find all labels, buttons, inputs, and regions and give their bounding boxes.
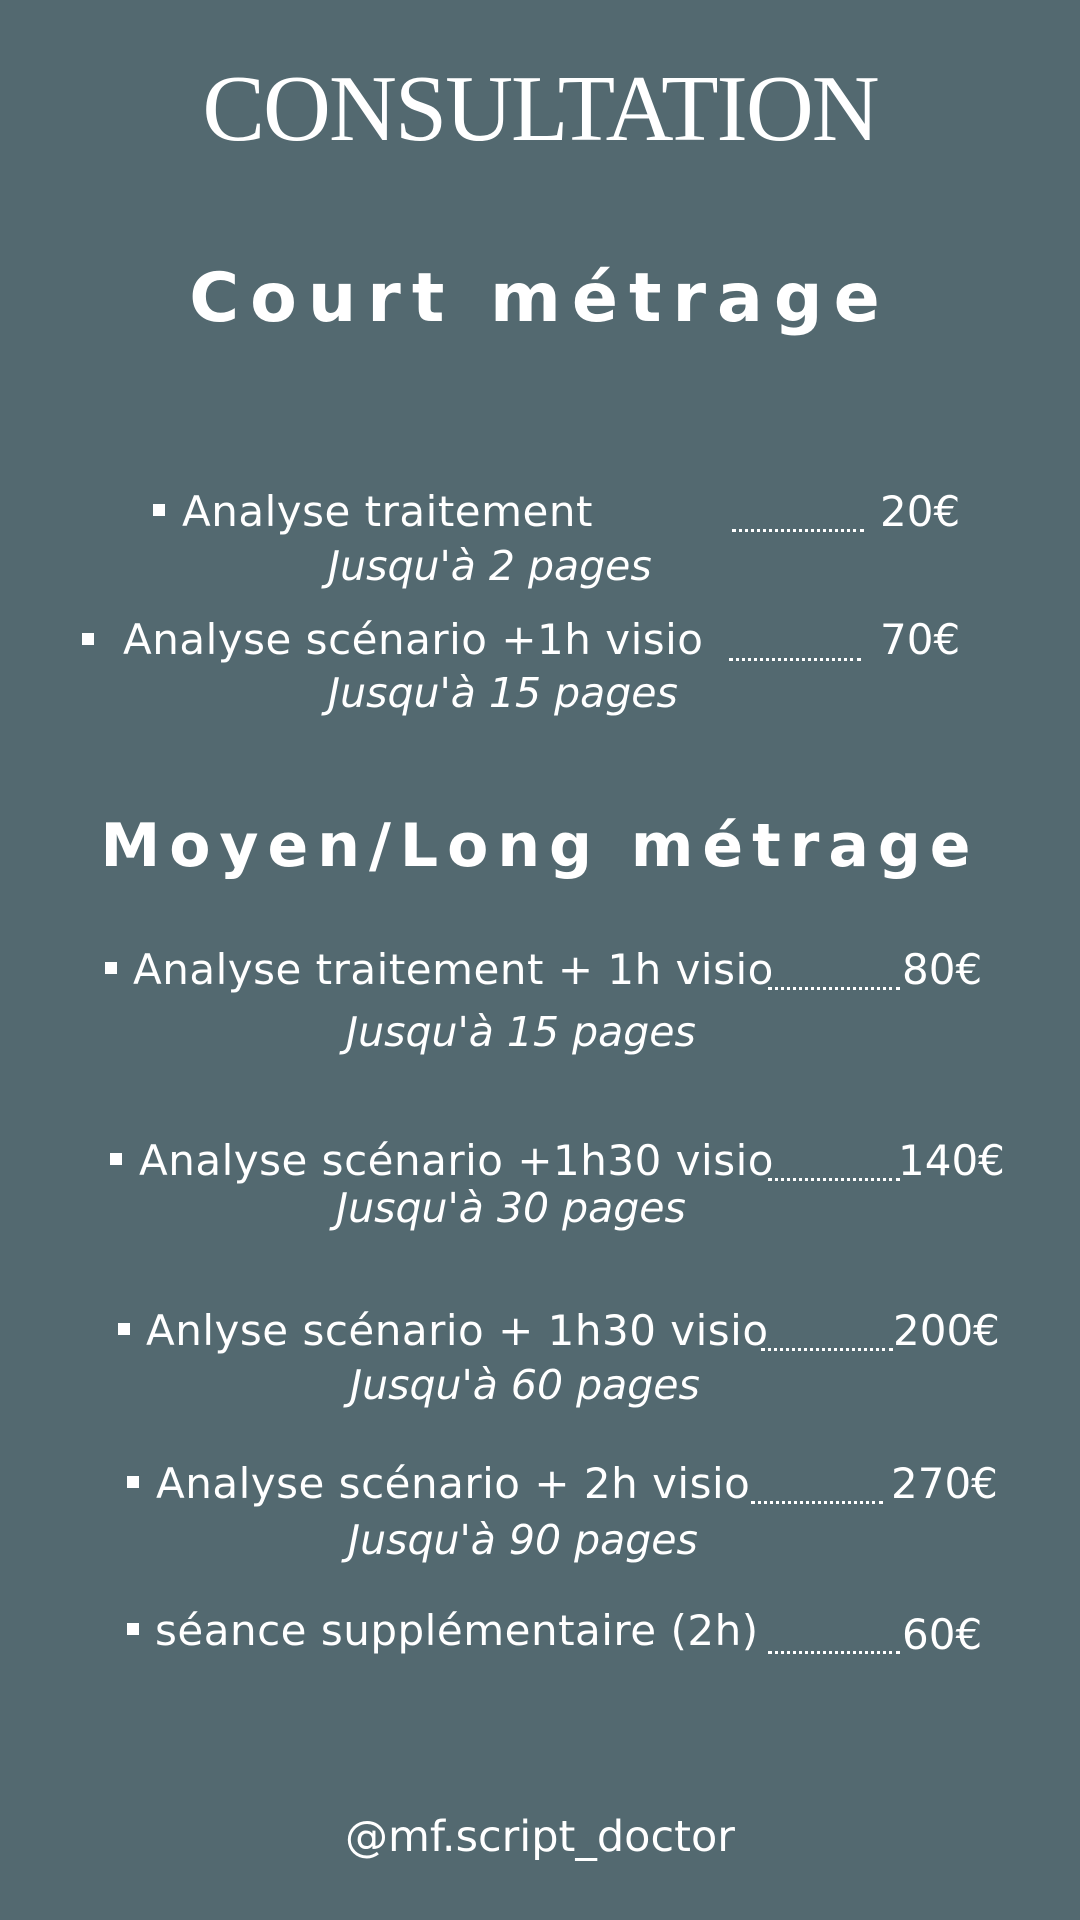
dotted-leader: [768, 1178, 900, 1181]
dotted-leader: [751, 1501, 883, 1504]
item-label: Analyse scénario +1h visio: [123, 615, 704, 664]
section-heading-court-metrage: Court métrage: [189, 259, 891, 338]
item-page-limit: Jusqu'à 2 pages: [328, 542, 652, 590]
item-price: 200€: [893, 1306, 1000, 1355]
square-bullet-icon: [153, 504, 165, 516]
item-price: 140€: [898, 1136, 1005, 1185]
section-heading-moyen-long-metrage: Moyen/Long métrage: [100, 811, 980, 881]
social-handle: @mf.script_doctor: [345, 1812, 735, 1862]
square-bullet-icon: [127, 1476, 139, 1488]
square-bullet-icon: [127, 1623, 139, 1635]
dotted-leader: [729, 658, 861, 661]
item-price: 270€: [891, 1459, 998, 1508]
dotted-leader: [768, 1651, 900, 1654]
item-price: 70€: [880, 615, 961, 664]
item-price: 80€: [902, 945, 983, 994]
item-price: 60€: [902, 1610, 983, 1659]
square-bullet-icon: [105, 962, 117, 974]
dotted-leader: [761, 1348, 893, 1351]
square-bullet-icon: [118, 1323, 130, 1335]
item-page-limit: Jusqu'à 15 pages: [346, 1008, 696, 1056]
item-label: Anlyse scénario + 1h30 visio: [146, 1306, 769, 1355]
item-label: Analyse scénario + 2h visio: [156, 1459, 751, 1508]
dotted-leader: [732, 529, 864, 532]
item-page-limit: Jusqu'à 30 pages: [336, 1184, 686, 1232]
item-label: Analyse scénario +1h30 visio: [139, 1136, 774, 1185]
item-price: 20€: [880, 487, 961, 536]
item-page-limit: Jusqu'à 60 pages: [350, 1361, 700, 1409]
item-page-limit: Jusqu'à 90 pages: [348, 1516, 698, 1564]
item-page-limit: Jusqu'à 15 pages: [328, 669, 678, 717]
square-bullet-icon: [110, 1153, 122, 1165]
item-label: Analyse traitement: [182, 487, 593, 536]
square-bullet-icon: [82, 633, 94, 645]
page-title: CONSULTATION: [202, 57, 878, 161]
dotted-leader: [768, 987, 900, 990]
item-label: Analyse traitement + 1h visio: [133, 945, 774, 994]
item-label: séance supplémentaire (2h): [155, 1606, 759, 1655]
